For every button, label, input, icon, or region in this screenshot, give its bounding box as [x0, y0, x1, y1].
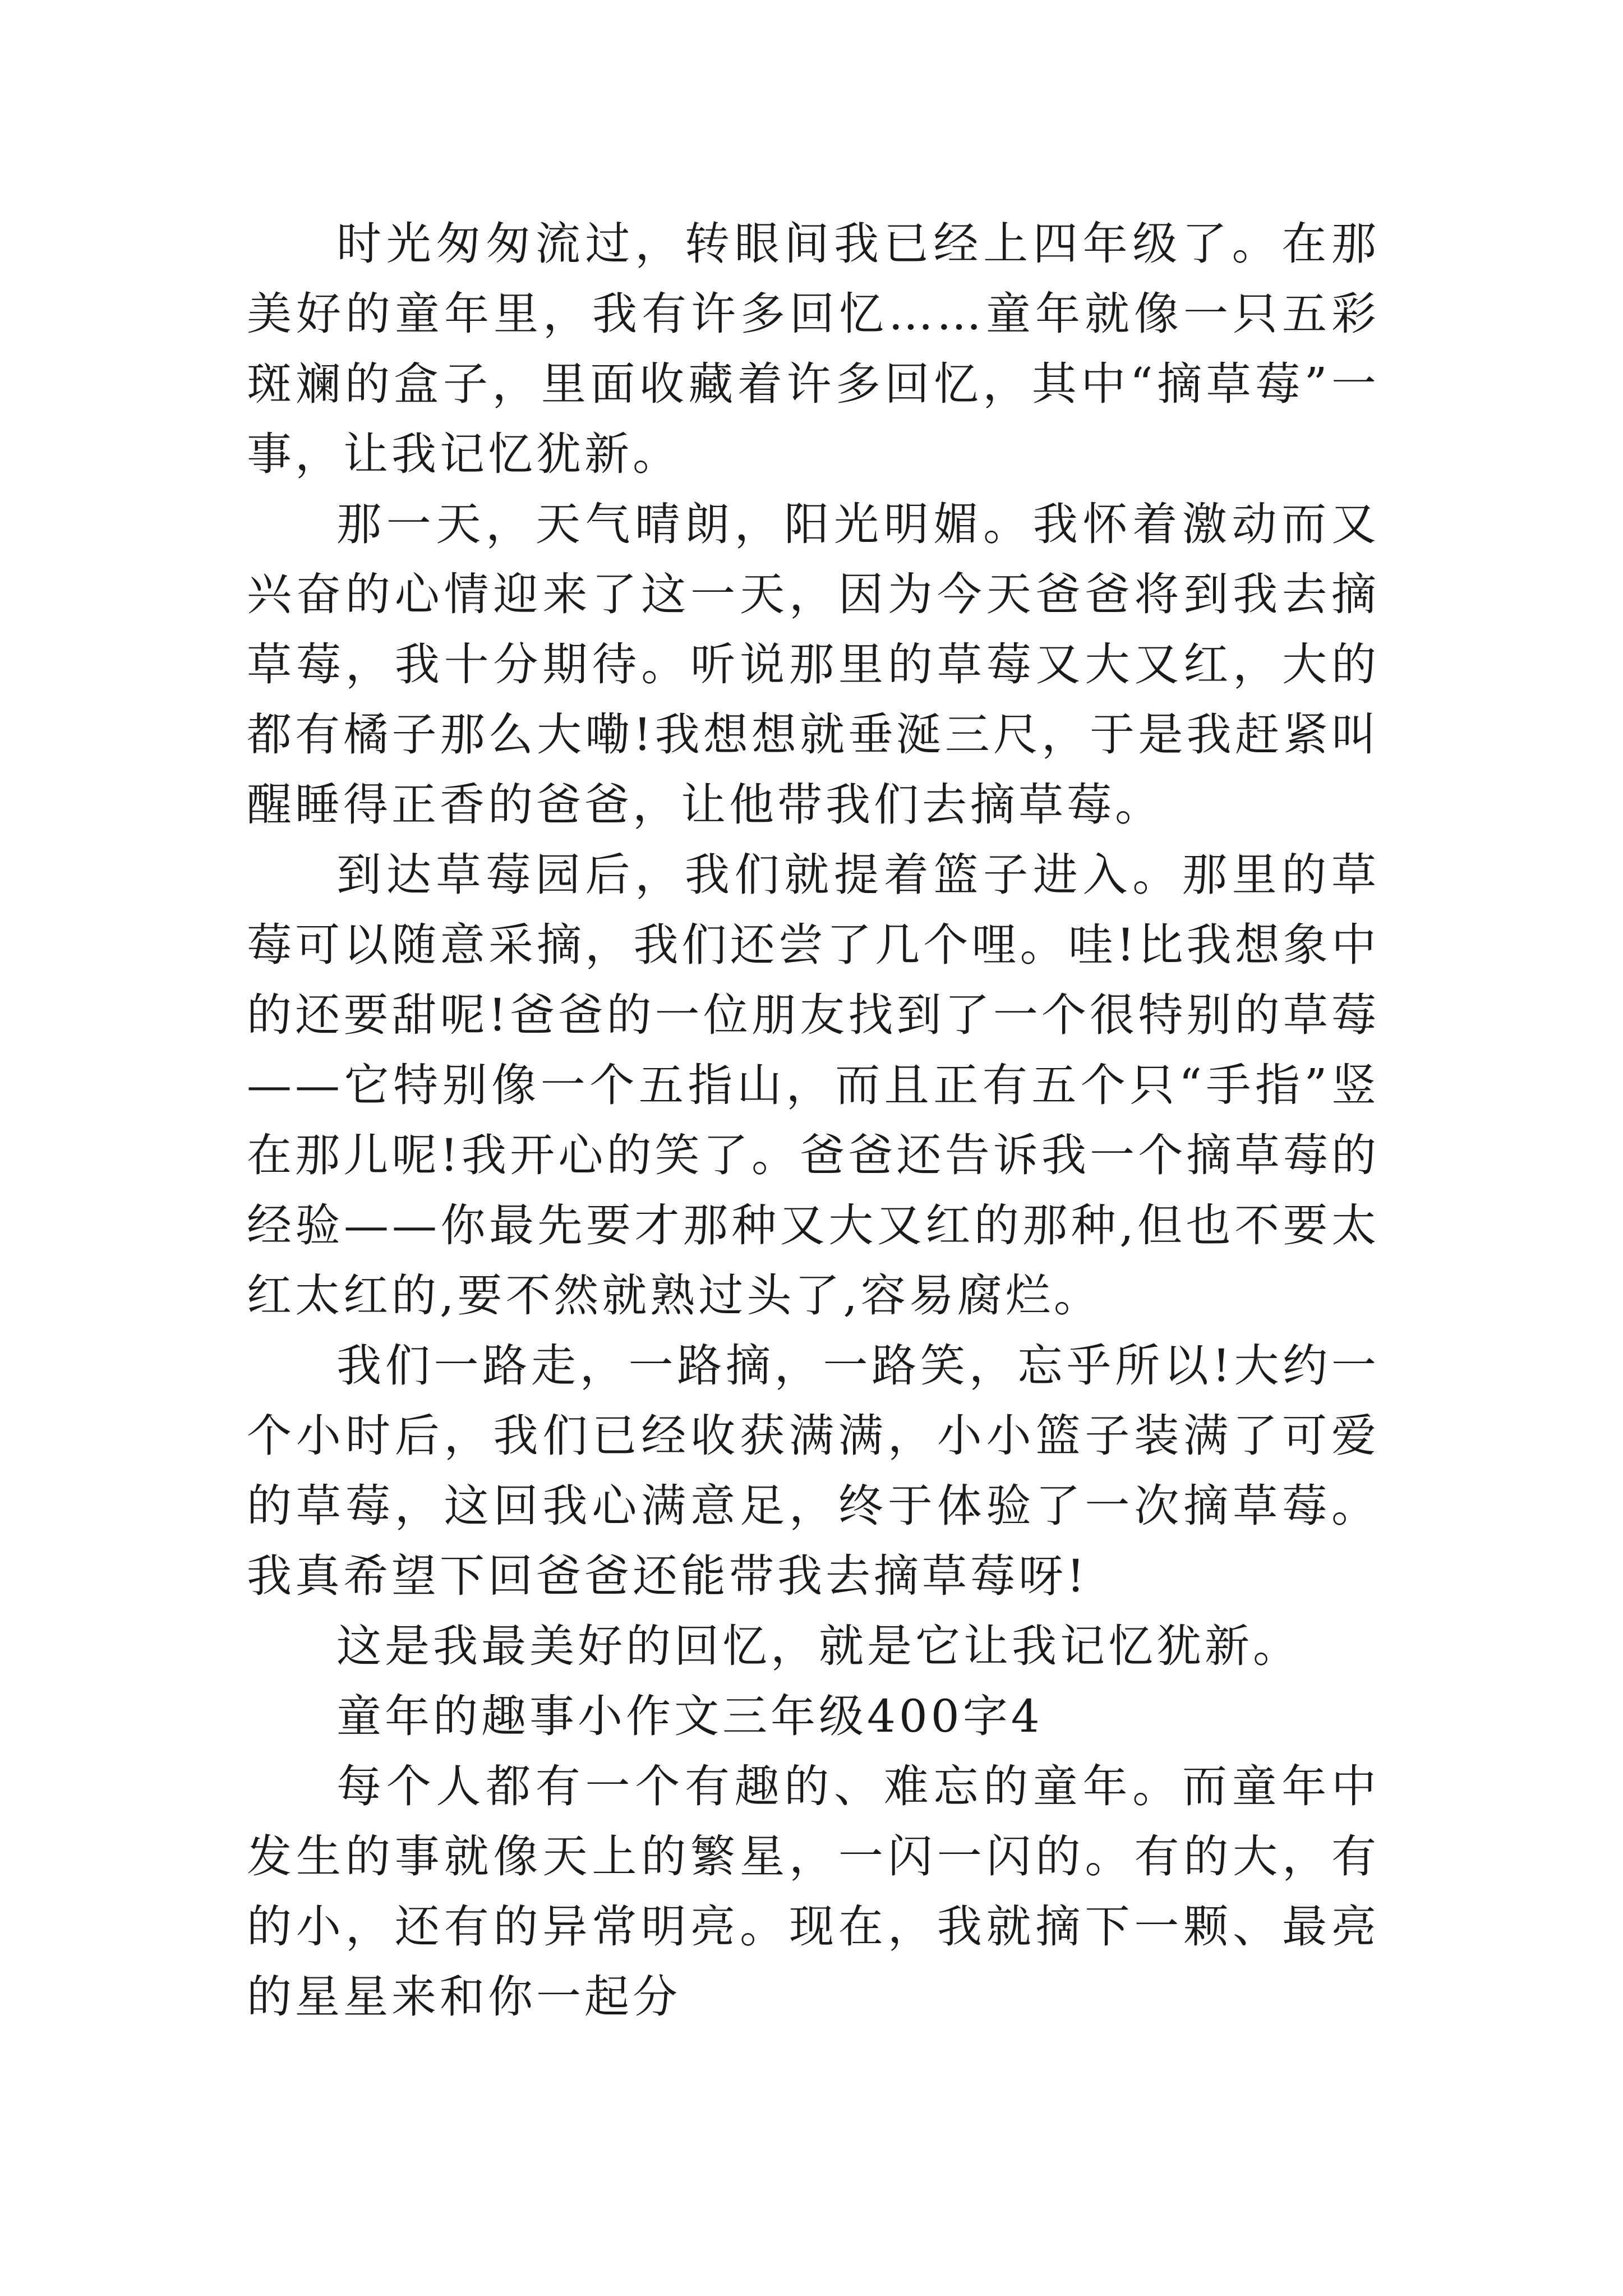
paragraph-next-essay: 每个人都有一个有趣的、难忘的童年。而童年中发生的事就像天上的繁星，一闪一闪的。有的大，有的小，还有的异常明亮。现在，我就摘下一颗、最亮的星星来和你一起分: [247, 1760, 1380, 2023]
paragraph-harvest: 我们一路走，一路摘，一路笑，忘乎所以!大约一个小时后，我们已经收获满满，小小篮子装满了可爱的草莓，这回我心满意足，终于体验了一次摘草莓。我真希望下回爸爸还能带我去摘草莓呀!: [247, 1340, 1380, 1602]
paragraph-strawberry-garden: 到达草莓园后，我们就提着篮子进入。那里的草莓可以随意采摘，我们还尝了几个哩。哇!比我想象中的还要甜呢!爸爸的一位朋友找到了一个很特别的草莓——它特别像一个五指山，而且正有五个只“手指”竖在那儿呢!我开心的笑了。爸爸还告诉我一个摘草莓的经验——你最先要才那种又大又红的那种,但也不要太红太红的,要不然就熟过头了,容易腐烂。: [247, 849, 1380, 1322]
paragraph-intro: 时光匆匆流过，转眼间我已经上四年级了。在那美好的童年里，我有许多回忆……童年就像一只五彩斑斓的盒子，里面收藏着许多回忆，其中“摘草莓”一事，让我记忆犹新。: [247, 218, 1380, 480]
paragraph-that-day: 那一天，天气晴朗，阳光明媚。我怀着激动而又兴奋的心情迎来了这一天，因为今天爸爸将到我去摘草莓，我十分期待。听说那里的草莓又大又红，大的都有橘子那么大嘞!我想想就垂涎三尺，于是我赶紧叫醒睡得正香的爸爸，让他带我们去摘草莓。: [247, 498, 1380, 831]
paragraph-conclusion: 这是我最美好的回忆，就是它让我记忆犹新。: [336, 1620, 1301, 1672]
essay-heading: 童年的趣事小作文三年级400字4: [336, 1690, 1043, 1742]
essay-body: [247, 209, 1380, 2032]
